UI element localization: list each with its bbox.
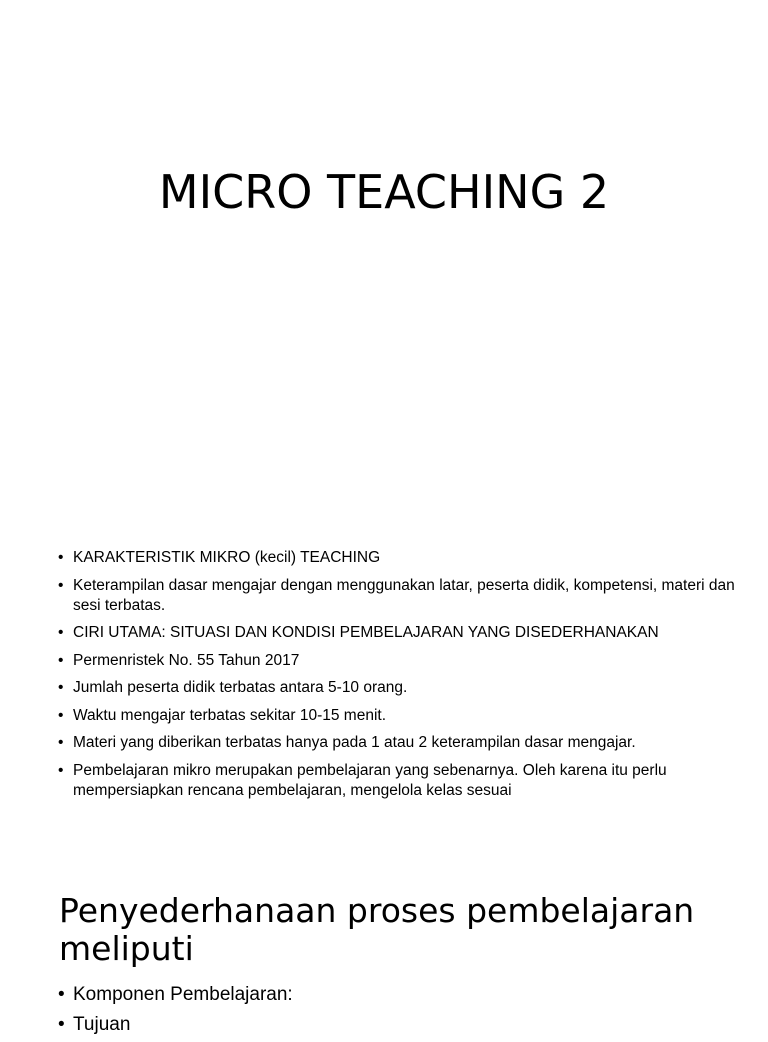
bullet-text: Jumlah peserta didik terbatas antara 5-10 orang. <box>73 679 408 696</box>
slide-karakteristik <box>0 432 768 864</box>
bullet-icon: • <box>58 549 64 566</box>
bullet-text: Keterampilan dasar mengajar dengan menggunakan latar, peserta didik, kompetensi, materi dan sesi terbatas. <box>73 576 735 614</box>
slide-title <box>0 0 768 432</box>
bullet-text: Permenristek No. 55 Tahun 2017 <box>73 651 300 669</box>
bullet-icon: • <box>58 679 64 696</box>
bullet-item <box>58 706 738 726</box>
bullet-item <box>58 982 738 1008</box>
bullet-item <box>58 623 738 643</box>
slide-title-heading: MICRO TEACHING 2 <box>158 165 610 219</box>
bullet-text: Tujuan <box>73 1014 131 1035</box>
bullet-text: Pembelajaran mikro merupakan pembelajaran yang sebenarnya. Oleh karena itu perlu mempersiapkan rencana pembelajaran, mengelola kelas sesuai <box>73 761 667 799</box>
bullet-item <box>58 761 738 801</box>
bullet-icon: • <box>58 624 64 641</box>
bullet-icon: • <box>58 576 64 594</box>
bullet-list <box>58 548 738 808</box>
bullet-item <box>58 548 738 568</box>
bullet-icon: • <box>58 651 64 669</box>
slide-penyederhanaan <box>0 864 768 1035</box>
bullet-text: Waktu mengajar terbatas sekitar 10-15 menit. <box>73 706 387 724</box>
bullet-text: KARAKTERISTIK MIKRO (kecil) TEACHING <box>73 549 381 566</box>
bullet-icon: • <box>58 734 64 751</box>
bullet-item <box>58 651 738 671</box>
bullet-item <box>58 1012 738 1038</box>
bullet-text: Materi yang diberikan terbatas hanya pada 1 atau 2 keterampilan dasar mengajar. <box>73 734 636 751</box>
bullet-list <box>58 982 738 1042</box>
bullet-icon: • <box>58 1014 65 1035</box>
bullet-text: Komponen Pembelajaran: <box>73 984 293 1005</box>
bullet-item <box>58 576 738 616</box>
bullet-item <box>58 678 738 698</box>
bullet-text: CIRI UTAMA: SITUASI DAN KONDISI PEMBELAJARAN YANG DISEDERHANAKAN <box>73 624 659 641</box>
bullet-icon: • <box>58 984 65 1005</box>
bullet-icon: • <box>58 706 64 724</box>
bullet-item <box>58 733 738 753</box>
slide-heading: Penyederhanaan proses pembelajaran meliputi <box>59 891 695 968</box>
bullet-icon: • <box>58 761 64 779</box>
